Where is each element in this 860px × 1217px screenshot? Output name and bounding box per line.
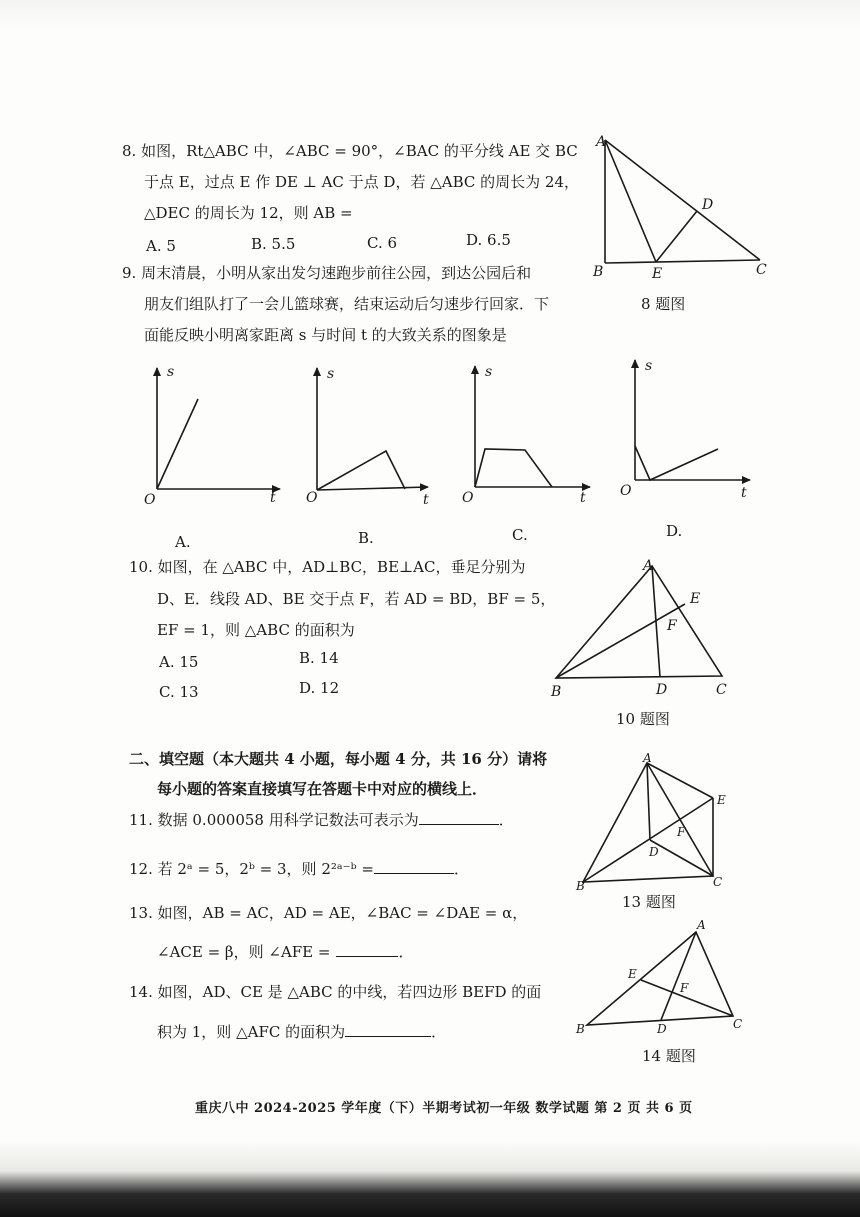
q9-option-d: D. xyxy=(666,522,683,540)
q14-label-d: D xyxy=(657,1022,667,1036)
section2-heading-line1: 二、填空题（本大题共 4 小题，每小题 4 分，共 16 分）请将 xyxy=(129,750,548,768)
q10-option-d: D. 12 xyxy=(299,679,340,697)
q10-label-c: C xyxy=(716,682,727,698)
q12-question: 12. 若 2ᵃ = 5，2ᵇ = 3，则 2²ᵃ⁻ᵇ = xyxy=(129,860,374,878)
q14-label-f: F xyxy=(680,981,689,995)
q9-option-b: B. xyxy=(358,529,374,547)
q9-a-axis-s: s xyxy=(167,364,175,380)
q8-option-b: B. 5.5 xyxy=(251,235,296,253)
q14-end: ． xyxy=(431,1023,447,1041)
q8-line1: 8. 如图，Rt△ABC 中，∠ABC = 90°，∠BAC 的平分线 AE 交 BC xyxy=(122,142,578,160)
q8-label-a: A xyxy=(596,134,607,150)
q8-line3: △DEC 的周长为 12，则 AB = xyxy=(144,204,353,222)
q14-label-b: B xyxy=(576,1022,585,1036)
q10-label-b: B xyxy=(551,684,562,700)
q9-c-axis-t: t xyxy=(580,490,586,506)
q8-option-a: A. 5 xyxy=(146,237,176,255)
q9-b-axis-s: s xyxy=(327,366,335,382)
q14-label-e: E xyxy=(628,967,637,981)
q8-line2: 于点 E，过点 E 作 DE ⊥ AC 于点 D，若 △ABC 的周长为 24， xyxy=(144,173,580,191)
q13-question: ∠ACE = β，则 ∠AFE = xyxy=(157,943,331,961)
q10-option-b: B. 14 xyxy=(299,649,339,667)
q9-c-axis-s: s xyxy=(485,364,493,380)
q10-caption: 10 题图 xyxy=(616,710,670,728)
q11-question: 11. 数据 0.000058 用科学记数法可表示为 xyxy=(129,811,419,829)
q8-label-b: B xyxy=(593,264,604,280)
q9-b-origin: O xyxy=(306,490,318,506)
q12-end: ． xyxy=(453,860,469,878)
q9-c-origin: O xyxy=(462,490,474,506)
q13-label-b: B xyxy=(576,879,585,893)
q13-caption: 13 题图 xyxy=(622,893,676,911)
q14-line1: 14. 如图，AD、CE 是 △ABC 的中线，若四边形 BEFD 的面 xyxy=(129,983,542,1001)
q9-line2: 朋友们组队打了一会儿篮球赛，结束运动后匀速步行回家．下 xyxy=(144,295,550,313)
q9-d-axis-s: s xyxy=(645,358,653,374)
q10-line2: D、E．线段 AD、BE 交于点 F，若 AD = BD，BF = 5， xyxy=(157,590,556,608)
q9-option-c: C. xyxy=(512,526,528,544)
q9-a-axis-t: t xyxy=(270,490,276,506)
q13-label-f: F xyxy=(677,825,686,839)
q11-end: ． xyxy=(498,811,514,829)
q10-label-d: D xyxy=(656,682,668,698)
q13-label-d: D xyxy=(649,845,659,859)
q9-d-axis-t: t xyxy=(741,485,747,501)
page-footer: 重庆八中 2024-2025 学年度（下）半期考试初一年级 数学试题 第 2 页 共 6 页 xyxy=(195,1101,693,1116)
q14-caption: 14 题图 xyxy=(642,1047,696,1065)
q9-option-a: A. xyxy=(175,533,191,551)
q13-label-c: C xyxy=(713,875,723,889)
q9-line1: 9. 周末清晨，小明从家出发匀速跑步前往公园，到达公园后和 xyxy=(122,264,532,282)
q10-line3: EF = 1，则 △ABC 的面积为 xyxy=(157,621,355,639)
q10-label-a: A xyxy=(643,558,654,574)
q13-label-a: A xyxy=(643,751,652,765)
q10-option-a: A. 15 xyxy=(159,653,199,671)
q9-line3: 面能反映小明离家距离 s 与时间 t 的大致关系的图象是 xyxy=(144,326,507,344)
q9-a-origin: O xyxy=(144,492,156,508)
q14-label-a: A xyxy=(697,918,706,932)
q13-label-e: E xyxy=(717,793,726,807)
q13-line1: 13. 如图，AB = AC，AD = AE，∠BAC = ∠DAE = α， xyxy=(129,904,528,922)
scan-shadow-bottom xyxy=(0,1140,860,1217)
q10-line1: 10. 如图，在 △ABC 中，AD⊥BC，BE⊥AC，垂足分别为 xyxy=(129,558,526,576)
q8-option-c: C. 6 xyxy=(367,234,398,252)
q13-end: ． xyxy=(398,943,414,961)
q14-question: 积为 1，则 △AFC 的面积为 xyxy=(157,1023,346,1041)
q8-option-d: D. 6.5 xyxy=(466,231,511,249)
q8-label-d: D xyxy=(702,197,714,213)
q8-label-c: C xyxy=(756,262,767,278)
q8-caption: 8 题图 xyxy=(641,295,686,313)
q10-option-c: C. 13 xyxy=(159,683,199,701)
q9-b-axis-t: t xyxy=(423,492,429,508)
q8-label-e: E xyxy=(652,266,663,282)
q10-label-f: F xyxy=(667,618,677,634)
q10-label-e: E xyxy=(690,591,701,607)
section2-heading-line2: 每小题的答案直接填写在答题卡中对应的横线上． xyxy=(157,780,488,798)
q14-label-c: C xyxy=(733,1017,743,1031)
q9-d-origin: O xyxy=(620,483,632,499)
